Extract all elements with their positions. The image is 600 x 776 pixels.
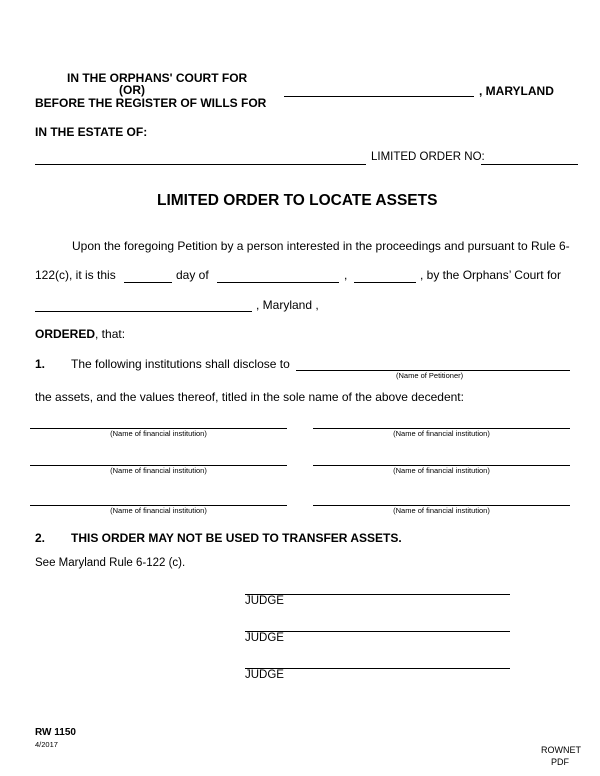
maryland-text: , Maryland ,: [256, 298, 319, 312]
see-rule-text: See Maryland Rule 6-122 (c).: [35, 557, 186, 569]
source-line-1: ROWNET: [541, 745, 581, 755]
judge-signature-line-2[interactable]: [245, 631, 510, 632]
item-1-number: 1.: [35, 357, 46, 371]
source-line-2: PDF: [551, 757, 569, 767]
rule-continuation-text: 122(c), it is this: [35, 268, 116, 282]
petition-text-line-1: Upon the foregoing Petition by a person interested in the proceedings and pursuant to Rule 6-: [72, 239, 570, 253]
institution-caption-2: (Name of financial institution): [393, 429, 490, 438]
institution-caption-6: (Name of financial institution): [393, 506, 490, 515]
court-line-1: IN THE ORPHANS' COURT FOR: [67, 71, 248, 85]
judge-signature-line-1[interactable]: [245, 594, 510, 595]
comma-text: ,: [344, 268, 348, 282]
judge-label-3: JUDGE: [245, 669, 284, 681]
form-number: RW 1150: [35, 727, 76, 738]
state-label: , MARYLAND: [479, 84, 554, 98]
judge-signature-line-3[interactable]: [245, 668, 510, 669]
form-date: 4/2017: [35, 740, 58, 749]
item-2-number: 2.: [35, 531, 46, 545]
judge-label-1: JUDGE: [245, 595, 284, 607]
order-number-label: LIMITED ORDER NO:: [371, 151, 485, 163]
month-blank-line[interactable]: [217, 282, 339, 283]
estate-label: IN THE ESTATE OF:: [35, 125, 148, 139]
by-court-text: , by the Orphans’ Court for: [420, 268, 561, 282]
ordered-bold: ORDERED: [35, 327, 96, 341]
court-line-3: BEFORE THE REGISTER OF WILLS FOR: [35, 96, 267, 110]
institution-caption-4: (Name of financial institution): [393, 466, 490, 475]
order-number-line[interactable]: [481, 164, 578, 165]
institution-caption-1: (Name of financial institution): [110, 429, 207, 438]
petitioner-caption: (Name of Petitioner): [396, 371, 464, 380]
court-line-2: (OR): [119, 83, 145, 97]
institution-caption-5: (Name of financial institution): [110, 506, 207, 515]
county-blank-line[interactable]: [284, 96, 474, 97]
item-2-text: THIS ORDER MAY NOT BE USED TO TRANSFER ASSETS.: [71, 531, 402, 545]
assets-text: the assets, and the values thereof, titled in the sole name of the above decedent:: [35, 390, 464, 404]
day-of-text: day of: [176, 268, 209, 282]
judge-label-2: JUDGE: [245, 632, 284, 644]
item-1-text: The following institutions shall disclose to: [71, 357, 290, 371]
ordered-rest: , that:: [95, 327, 126, 341]
day-blank-line[interactable]: [124, 282, 172, 283]
county-court-blank-line[interactable]: [35, 311, 252, 312]
institution-caption-3: (Name of financial institution): [110, 466, 207, 475]
year-blank-line[interactable]: [354, 282, 416, 283]
estate-name-line[interactable]: [35, 164, 366, 165]
ordered-line: [35, 328, 125, 340]
page-title: LIMITED ORDER TO LOCATE ASSETS: [157, 192, 438, 209]
